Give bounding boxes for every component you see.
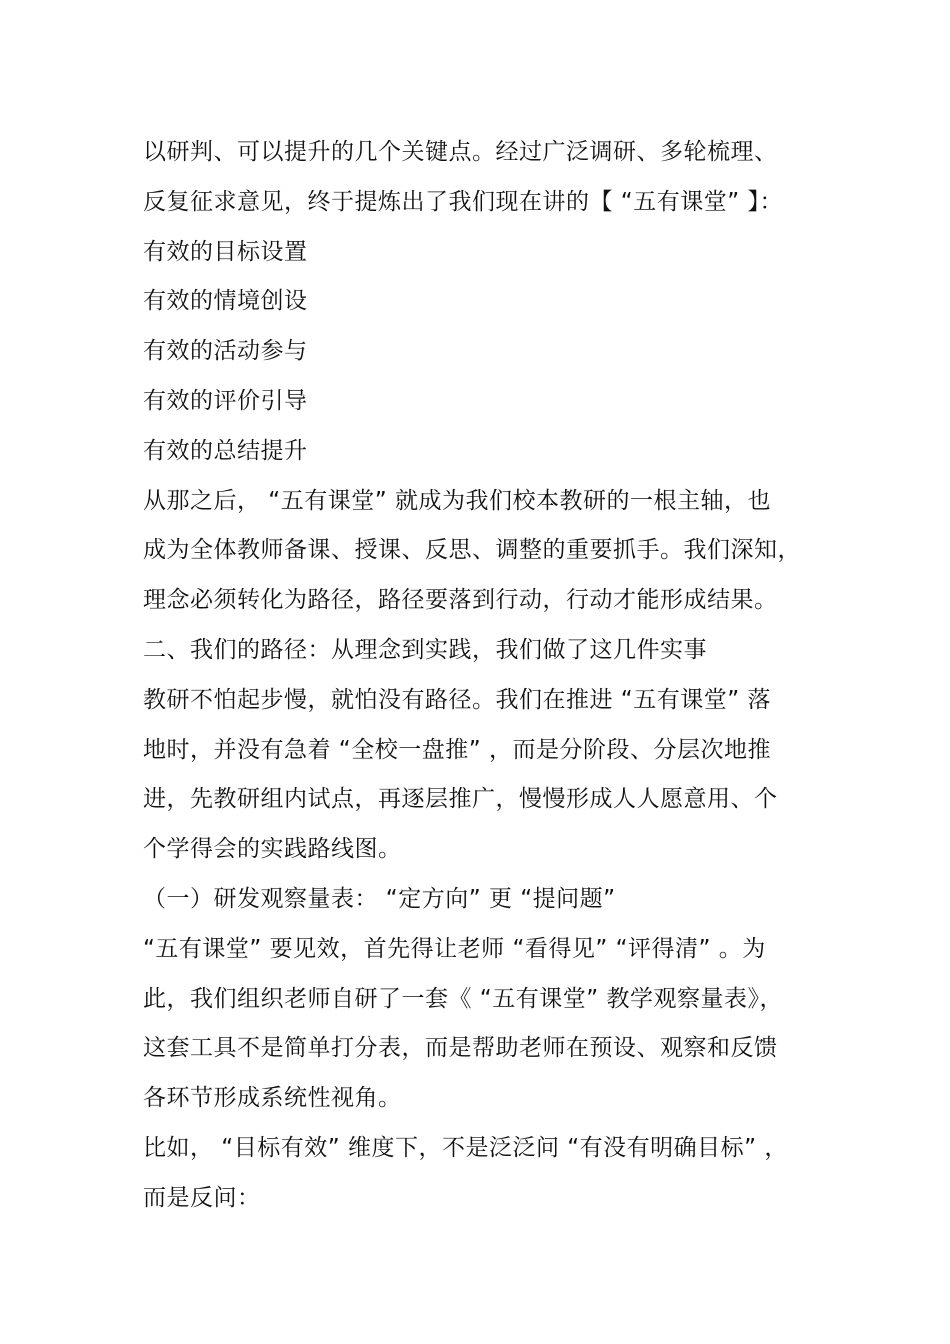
paragraph-line: 成为全体教师备课、授课、反思、调整的重要抓手。我们深知， [143,537,801,564]
paragraph-line: “五有课堂” 要见效，首先得让老师 “看得见” “评得清” 。为 [143,935,766,962]
list-item: 有效的评价引导 [143,387,308,414]
paragraph-line: 以研判、可以提升的几个关键点。经过广泛调研、多轮梳理、 [143,139,778,165]
list-item: 有效的情境创设 [143,288,308,315]
paragraph-line: 个学得会的实践路线图。 [143,836,402,863]
paragraph-line: 从那之后， “五有课堂” 就成为我们校本教研的一根主轴，也 [143,487,771,514]
list-item: 有效的总结提升 [143,437,308,464]
paragraph-line: 而是反问： [143,1184,261,1211]
section-heading: 二、我们的路径：从理念到实践，我们做了这几件实事 [143,636,707,663]
paragraph-line: 理念必须转化为路径，路径要落到行动，行动才能形成结果。 [143,587,778,614]
subsection-heading: （一）研发观察量表： “定方向” 更 “提问题” [143,885,616,912]
list-item: 有效的活动参与 [143,338,308,365]
paragraph-line: 这套工具不是简单打分表，而是帮助老师在预设、观察和反馈 [143,1035,778,1062]
paragraph-line: 进，先教研组内试点，再逐层推广，慢慢形成人人愿意用、个 [143,786,778,813]
paragraph-line: 比如， “目标有效” 维度下，不是泛泛问 “有没有明确目标” ， [143,1134,788,1161]
paragraph-line: 此，我们组织老师自研了一套《 “五有课堂” 教学观察量表》， [143,985,783,1012]
paragraph-line: 反复征求意见，终于提炼出了我们现在讲的【 “五有课堂” 】： [143,188,783,215]
document-body [143,128,833,1224]
paragraph-line: 地时，并没有急着 “全校一盘推” ，而是分阶段、分层次地推 [143,736,771,763]
paragraph-line: 教研不怕起步慢，就怕没有路径。我们在推进 “五有课堂” 落 [143,686,771,713]
paragraph-line: 各环节形成系统性视角。 [143,1085,402,1112]
list-item: 有效的目标设置 [143,238,308,265]
